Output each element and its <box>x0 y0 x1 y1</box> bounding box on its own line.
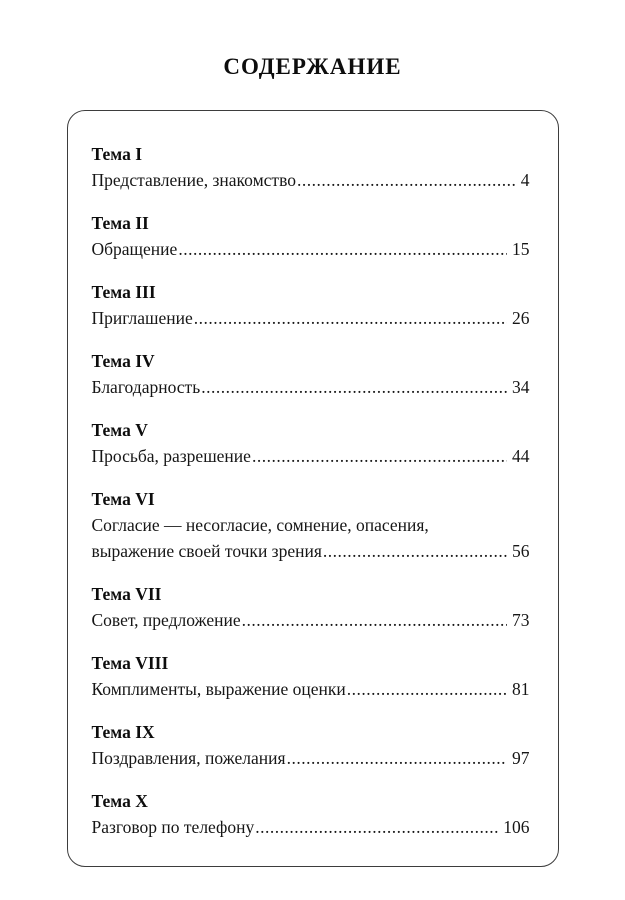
toc-item-theme: Тема IX <box>91 722 155 742</box>
toc-item-wrap: Согласие — несогласие, сомнение, опасения, <box>91 515 429 535</box>
toc-item-row <box>92 676 530 702</box>
toc-item-theme: Тема I <box>91 144 143 164</box>
dot-leader <box>287 745 507 771</box>
toc-item-title: выражение своей точки зрения <box>91 541 322 561</box>
toc-item-page: 97 <box>512 748 530 768</box>
toc-item-theme: Тема III <box>91 282 156 302</box>
toc-item-page: 26 <box>512 308 530 328</box>
toc-item <box>92 348 530 400</box>
dot-leader <box>252 443 507 469</box>
toc-item-page: 56 <box>512 541 530 561</box>
toc-item-theme: Тема VII <box>91 584 162 604</box>
toc-item-title: Благодарность <box>91 377 201 397</box>
toc-item-row <box>92 538 530 564</box>
dot-leader <box>255 814 498 840</box>
toc-item-row <box>92 443 530 469</box>
toc-item-title: Разговор по телефону <box>91 817 255 837</box>
toc-item-row <box>92 745 530 771</box>
toc-item-title: Поздравления, пожелания <box>91 748 286 768</box>
toc-item-title: Приглашение <box>91 308 193 328</box>
toc-item-row <box>92 607 530 633</box>
dot-leader <box>297 167 516 193</box>
toc-item <box>92 788 530 840</box>
toc-item <box>92 581 530 633</box>
toc-item-page: 44 <box>512 446 530 466</box>
dot-leader <box>178 236 507 262</box>
dot-leader <box>347 676 507 702</box>
toc-container <box>67 110 559 867</box>
toc-item-row <box>92 305 530 331</box>
toc-item-page: 106 <box>503 817 530 837</box>
dot-leader <box>194 305 507 331</box>
toc-item-row <box>92 814 530 840</box>
toc-item <box>92 141 530 193</box>
toc-item-theme: Тема VI <box>91 489 155 509</box>
toc-item-title: Просьба, разрешение <box>91 446 251 466</box>
toc-item-title: Комплименты, выражение оценки <box>91 679 346 699</box>
toc-item-page: 4 <box>520 170 530 190</box>
toc-item-theme: Тема IV <box>91 351 155 371</box>
toc-item-page: 15 <box>512 239 530 259</box>
toc-item <box>92 279 530 331</box>
toc-item <box>92 486 530 564</box>
toc-item-theme: Тема VIII <box>91 653 169 673</box>
toc-item-page: 34 <box>512 377 530 397</box>
dot-leader <box>323 538 507 564</box>
toc-item-theme: Тема X <box>91 791 148 811</box>
toc-item <box>92 417 530 469</box>
toc-item <box>92 210 530 262</box>
dot-leader <box>242 607 507 633</box>
toc-item-title: Представление, знакомство <box>91 170 296 190</box>
toc-item-title: Совет, предложение <box>91 610 241 630</box>
toc-item-page: 73 <box>512 610 530 630</box>
toc-item-title: Обращение <box>91 239 178 259</box>
toc-item <box>92 719 530 771</box>
toc-item-page: 81 <box>512 679 530 699</box>
toc-item-theme: Тема V <box>91 420 148 440</box>
toc-item <box>92 650 530 702</box>
dot-leader <box>201 374 507 400</box>
toc-item-row <box>92 167 530 193</box>
toc-item-theme: Тема II <box>91 213 149 233</box>
toc-item-row <box>92 374 530 400</box>
page-title: СОДЕРЖАНИЕ <box>223 54 402 79</box>
toc-item-row <box>92 236 530 262</box>
